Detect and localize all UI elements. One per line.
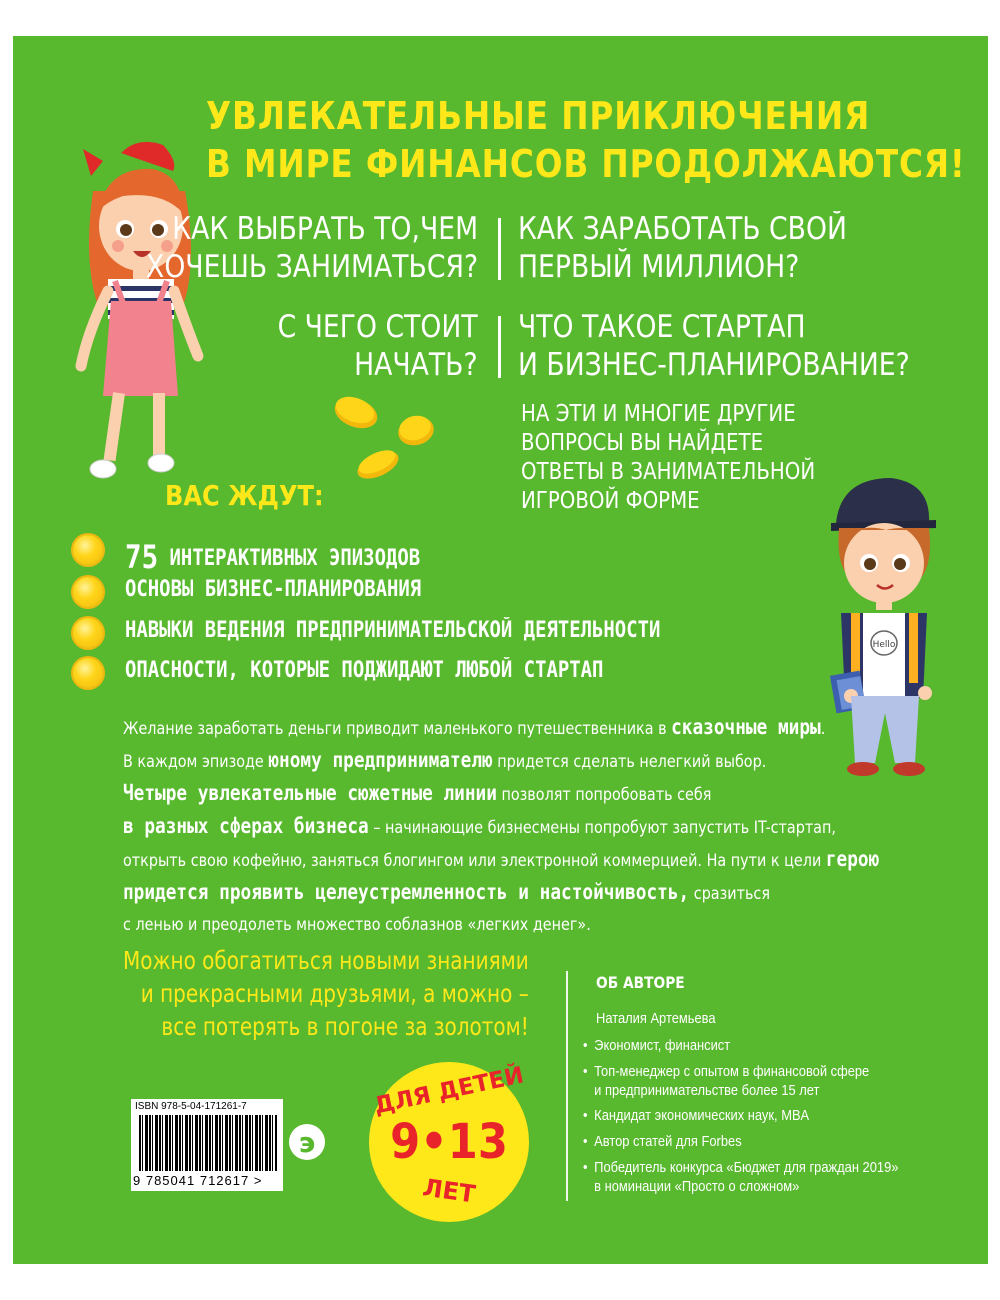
question-line: ПЕРВЫЙ МИЛЛИОН? — [518, 249, 800, 285]
note-line: Можно обогатиться новыми знаниями — [123, 946, 529, 975]
description-paragraph — [123, 712, 880, 941]
intro-line: НА ЭТИ И МНОГИЕ ДРУГИЕ — [521, 401, 796, 427]
para-text: . — [820, 719, 826, 739]
question-line: КАК ЗАРАБОТАТЬ СВОЙ — [518, 211, 847, 247]
para-text: – начинающие бизнесмены попробуют запустить IT-стартап, — [368, 818, 836, 838]
author-fact-text: и предпринимательстве более 15 лет — [594, 1082, 820, 1099]
author-fact-text: Топ-менеджер с опытом в финансовой сфере — [594, 1063, 870, 1080]
author-name: Наталия Артемьева — [596, 1010, 716, 1027]
author-divider — [566, 971, 568, 1201]
intro-text — [521, 400, 815, 516]
intro-line: ВОПРОСЫ ВЫ НАЙДЕТЕ — [521, 430, 764, 456]
coins-illustration — [328, 391, 438, 486]
barcode-bars — [139, 1115, 277, 1171]
question-line: И БИЗНЕС-ПЛАНИРОВАНИЕ? — [518, 347, 910, 383]
coin-bullet-icon — [73, 618, 103, 648]
girl-illustration — [63, 131, 213, 491]
note-line: и прекрасными друзьями, а можно – — [140, 979, 529, 1008]
coin-bullet-icon — [73, 535, 103, 565]
bullet-text: НАВЫКИ ВЕДЕНИЯ ПРЕДПРИНИМАТЕЛЬСКОЙ ДЕЯТЕЛЬНОСТИ — [125, 618, 661, 643]
question-startup — [518, 308, 910, 384]
bullet-text-rest: ИНТЕРАКТИВНЫХ ЭПИЗОДОВ — [169, 546, 421, 571]
para-emphasis: в разных сферах бизнеса — [123, 814, 369, 838]
bullet-dot: • — [583, 1037, 588, 1054]
question-divider — [498, 218, 501, 280]
author-fact-text: Экономист, финансист — [594, 1037, 731, 1054]
age-badge-top: ДЛЯ ДЕТЕЙ — [371, 1062, 527, 1120]
bullet-item — [73, 573, 773, 613]
para-emphasis: сказочные миры — [671, 715, 821, 739]
question-line: ЧТО ТАКОЕ СТАРТАП — [518, 309, 806, 345]
para-emphasis: придется проявить целеустремленность и настойчивость, — [123, 880, 690, 904]
headline-line-2: В МИРЕ ФИНАНСОВ ПРОДОЛЖАЮТСЯ! — [206, 142, 966, 186]
awaits-heading: ВАС ЖДУТ: — [165, 479, 324, 512]
author-fact — [583, 1158, 898, 1196]
question-line: С ЧЕГО СТОИТ — [277, 309, 478, 345]
svg-text:Hello: Hello — [872, 640, 896, 650]
isbn-barcode — [131, 1099, 283, 1191]
coin-bullet-icon — [73, 577, 103, 607]
coin-bullet-icon — [73, 658, 103, 688]
tagline-note — [123, 944, 529, 1043]
isbn-text: ISBN 978-5-04-171261-7 — [135, 1101, 247, 1112]
age-badge-bottom: ЛЕТ — [420, 1173, 478, 1209]
bullet-dot: • — [583, 1107, 588, 1124]
intro-line: ОТВЕТЫ В ЗАНИМАТЕЛЬНОЙ — [521, 459, 816, 485]
para-emphasis: юному предпринимателю — [268, 748, 493, 772]
question-choose-occupation — [146, 210, 478, 286]
para-text: позволят попробовать себя — [496, 785, 712, 805]
para-text: с ленью и преодолеть множество соблазнов «легких денег». — [123, 915, 591, 935]
question-line: КАК ВЫБРАТЬ ТО,ЧЕМ — [172, 211, 478, 247]
bullet-text: ОПАСНОСТИ, КОТОРЫЕ ПОДЖИДАЮТ ЛЮБОЙ СТАРТАП — [125, 658, 604, 683]
author-fact — [583, 1062, 869, 1100]
question-line: НАЧАТЬ? — [354, 347, 478, 383]
bullet-item — [73, 614, 773, 654]
book-back-cover — [13, 36, 988, 1264]
author-fact — [583, 1132, 742, 1151]
note-line: все потерять в погоне за золотом! — [161, 1012, 529, 1041]
para-text: открыть свою кофейню, заняться блогингом или электронной коммерцией. На пути к цели — [123, 851, 826, 871]
question-divider — [498, 316, 501, 378]
para-text: придется сделать нелегкий выбор. — [492, 752, 767, 772]
intro-line: ИГРОВОЙ ФОРМЕ — [521, 488, 700, 514]
headline-line-1: УВЛЕКАТЕЛЬНЫЕ ПРИКЛЮЧЕНИЯ — [206, 94, 871, 138]
para-text: В каждом эпизоде — [123, 752, 269, 772]
question-line: ХОЧЕШЬ ЗАНИМАТЬСЯ? — [145, 249, 478, 285]
bullet-item — [73, 531, 773, 576]
bullet-dot: • — [583, 1063, 588, 1080]
headline — [206, 92, 966, 188]
author-fact-text: в номинации «Просто о сложном» — [594, 1178, 800, 1195]
age-badge — [369, 1062, 529, 1222]
author-fact-text: Кандидат экономических наук, MBA — [594, 1107, 810, 1124]
author-fact-text: Автор статей для Forbes — [594, 1133, 742, 1150]
bullet-dot: • — [583, 1159, 588, 1176]
bullet-text — [125, 535, 421, 576]
question-first-million — [518, 210, 847, 286]
barcode-digits: 9 785041 712617 > — [133, 1173, 263, 1188]
bullet-item — [73, 654, 773, 694]
age-badge-range: 9•13 — [390, 1114, 508, 1170]
para-emphasis: герою — [825, 847, 880, 871]
para-emphasis: Четыре увлекательные сюжетные линии — [123, 781, 497, 805]
author-fact — [583, 1036, 730, 1055]
author-fact-text: Победитель конкурса «Бюджет для граждан 2019» — [594, 1159, 899, 1176]
episode-count: 75 — [125, 538, 159, 576]
author-heading: ОБ АВТОРЕ — [596, 973, 685, 992]
publisher-logo-icon — [289, 1124, 325, 1160]
bullet-text: ОСНОВЫ БИЗНЕС-ПЛАНИРОВАНИЯ — [125, 577, 422, 602]
para-text: сразиться — [689, 884, 770, 904]
para-text: Желание заработать деньги приводит маленького путешественника в — [123, 719, 672, 739]
publisher-logo-glyph: э — [298, 1126, 316, 1159]
bullet-dot: • — [583, 1133, 588, 1150]
author-fact — [583, 1106, 809, 1125]
question-where-to-start — [278, 308, 478, 384]
